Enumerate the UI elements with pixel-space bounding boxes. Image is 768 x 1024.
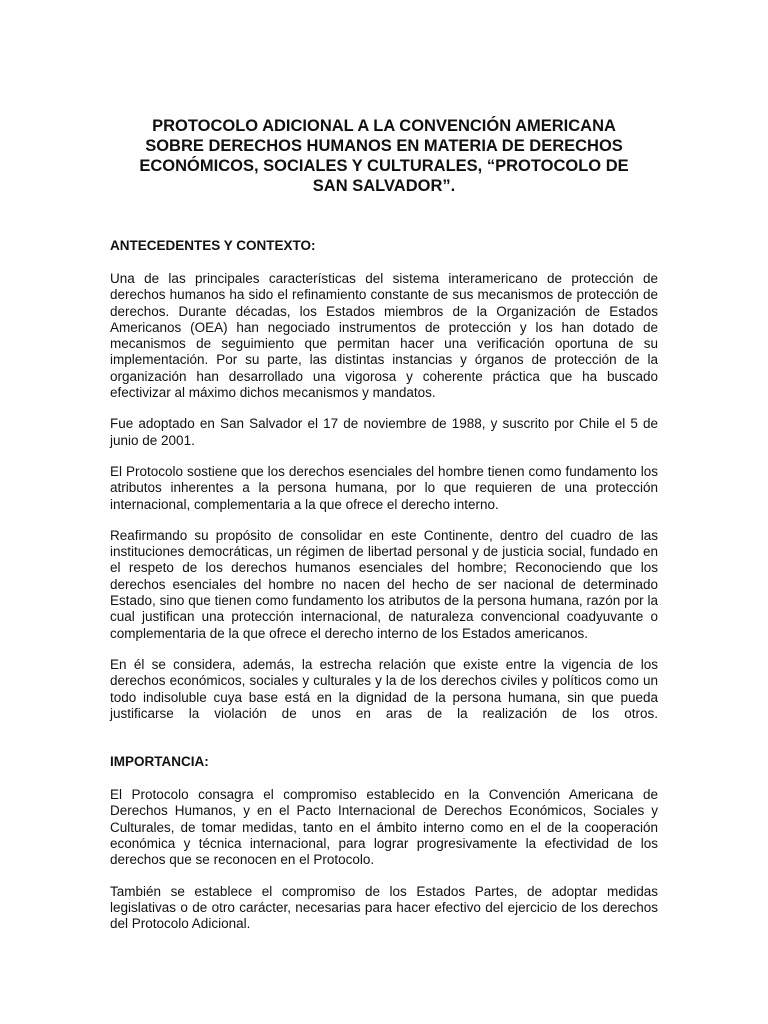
paragraph: También se establece el compromiso de los Estados Partes, de adoptar medidas legislativas o de otro carácter, necesarias para hacer efectivo del ejercicio de los derechos del Protocolo Adicional. [110, 883, 658, 932]
paragraph: El Protocolo consagra el compromiso establecido en la Convención Americana de Derechos Humanos, y en el Pacto Internacional de Derechos Económicos, Sociales y Culturales, de tomar medidas, tanto en el ámbito interno como en el de la cooperación económica y técnica internacional, para lograr progresivamente la efectividad de los derechos que se reconocen en el Protocolo. [110, 787, 658, 868]
document-title [104, 116, 664, 196]
paragraph: El Protocolo sostiene que los derechos esenciales del hombre tienen como fundamento los atributos inherentes a la persona humana, por lo que requieren de una protección internacional, complementaria a la que ofrece el derecho interno. [110, 463, 658, 512]
paragraph: En él se considera, además, la estrecha relación que existe entre la vigencia de los derechos económicos, sociales y culturales y la de los derechos civiles y políticos como un todo indisoluble cuya base está en la dignidad de la persona humana, sin que pueda justificarse la violación de unos en aras de la realización de los otros. [110, 656, 658, 721]
paragraph: Una de las principales características del sistema interamericano de protección de derechos humanos ha sido el refinamiento constante de sus mecanismos de protección de derechos. Durante décadas, los Estados miembros de la Organización de Estados Americanos (OEA) han negociado instrumentos de protección y los han dotado de mecanismos de seguimiento que permitan hacer una verificación oportuna de su implementación. Por su parte, las distintas instancias y órganos de protección de la organización han desarrollado una vigorosa y coherente práctica que ha buscado efectivizar al máximo dichos mecanismos y mandatos. [110, 271, 658, 401]
document-page [110, 116, 658, 933]
title-line: ECONÓMICOS, SOCIALES Y CULTURALES, “PROTOCOLO DE [139, 157, 629, 175]
paragraph: Fue adoptado en San Salvador el 17 de noviembre de 1988, y suscrito por Chile el 5 de junio de 2001. [110, 416, 658, 448]
title-line: PROTOCOLO ADICIONAL A LA CONVENCIÓN AMERICANA [152, 117, 616, 135]
section-heading-antecedentes: ANTECEDENTES Y CONTEXTO: [110, 238, 316, 253]
title-line: SOBRE DERECHOS HUMANOS EN MATERIA DE DERECHOS [145, 137, 623, 155]
title-line: SAN SALVADOR”. [312, 177, 456, 195]
section-heading-importancia: IMPORTANCIA: [110, 754, 209, 770]
paragraph: Reafirmando su propósito de consolidar en este Continente, dentro del cuadro de las instituciones democráticas, un régimen de libertad personal y de justicia social, fundado en el respeto de los derechos humanos esenciales del hombre; Reconociendo que los derechos esenciales del hombre no nacen del hecho de ser nacional de determinado Estado, sino que tienen como fundamento los atributos de la persona humana, razón por la cual justifican una protección internacional, de naturaleza convencional coadyuvante o complementaria de la que ofrece el derecho interno de los Estados americanos. [110, 527, 658, 641]
